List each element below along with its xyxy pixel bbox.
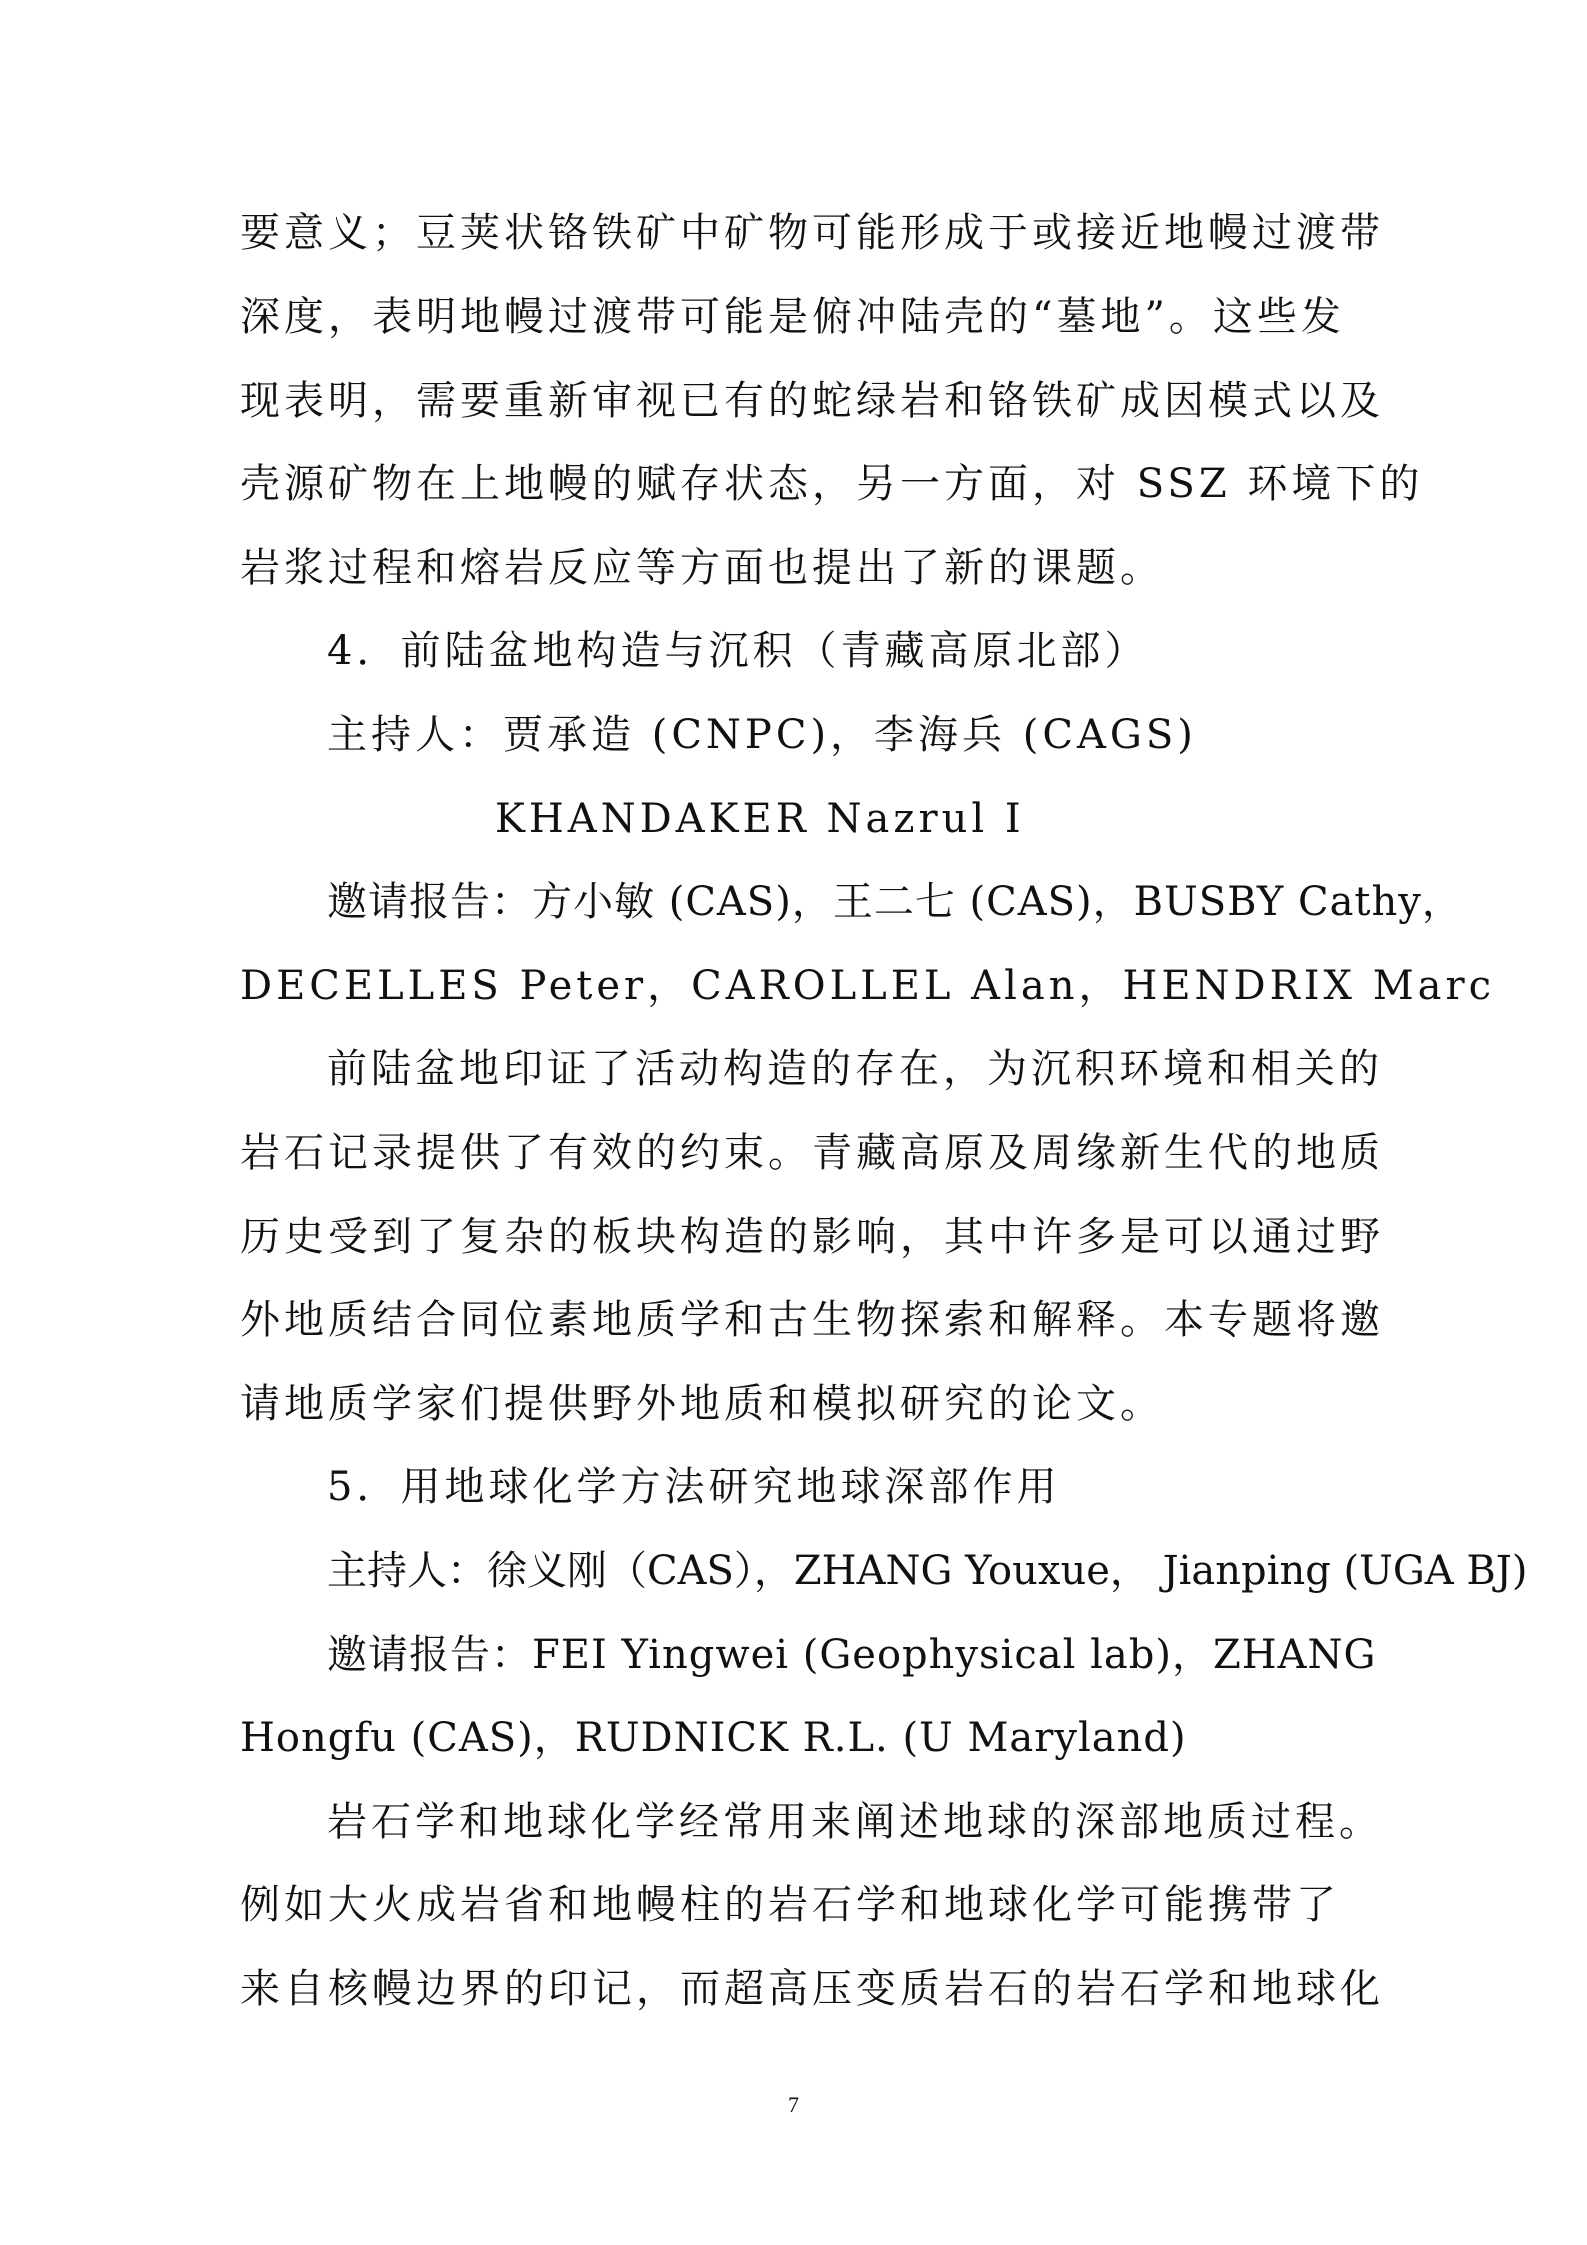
text-line: 例如大火成岩省和地幔柱的岩石学和地球化学可能携带了: [240, 1882, 1340, 1928]
invited-reports-line-continued: Hongfu (CAS)，RUDNICK R.L. (U Maryland): [240, 1715, 1187, 1761]
section-heading-4: 4．前陆盆地构造与沉积（青藏高原北部）: [327, 628, 1149, 674]
text-line: 壳源矿物在上地幔的赋存状态，另一方面，对 SSZ 环境下的: [240, 461, 1424, 507]
section-heading-5: 5．用地球化学方法研究地球深部作用: [327, 1464, 1061, 1510]
text-line: 岩石记录提供了有效的约束。青藏高原及周缘新生代的地质: [240, 1130, 1384, 1176]
text-line: 岩石学和地球化学经常用来阐述地球的深部地质过程。: [327, 1799, 1383, 1845]
hosts-line: 主持人：贾承造 (CNPC)，李海兵 (CAGS): [327, 712, 1197, 758]
text-line: 现表明，需要重新审视已有的蛇绿岩和铬铁矿成因模式以及: [240, 378, 1384, 424]
text-line: 岩浆过程和熔岩反应等方面也提出了新的课题。: [240, 545, 1164, 591]
text-line: 前陆盆地印证了活动构造的存在，为沉积环境和相关的: [327, 1046, 1383, 1092]
text-line: 外地质结合同位素地质学和古生物探索和解释。本专题将邀: [240, 1297, 1384, 1343]
page-number: 7: [788, 2092, 799, 2117]
hosts-line: 主持人：徐义刚（CAS），ZHANG Youxue， Jianping (UGA BJ): [327, 1548, 1528, 1594]
hosts-line-continued: KHANDAKER Nazrul I: [495, 796, 1025, 842]
text-line: 深度，表明地幔过渡带可能是俯冲陆壳的“墓地”。这些发: [240, 294, 1345, 340]
text-line: 来自核幔边界的印记，而超高压变质岩石的岩石学和地球化: [240, 1966, 1384, 2012]
invited-reports-line: 邀请报告：方小敏 (CAS)，王二七 (CAS)，BUSBY Cathy，: [327, 879, 1463, 925]
invited-reports-line: 邀请报告：FEI Yingwei (Geophysical lab)，ZHANG: [327, 1632, 1377, 1678]
text-line: 历史受到了复杂的板块构造的影响，其中许多是可以通过野: [240, 1214, 1384, 1260]
invited-reports-line-continued: DECELLES Peter，CAROLLEL Alan，HENDRIX Marc: [240, 963, 1496, 1009]
text-line: 要意义；豆荚状铬铁矿中矿物可能形成于或接近地幔过渡带: [240, 210, 1384, 256]
text-line: 请地质学家们提供野外地质和模拟研究的论文。: [240, 1381, 1164, 1427]
